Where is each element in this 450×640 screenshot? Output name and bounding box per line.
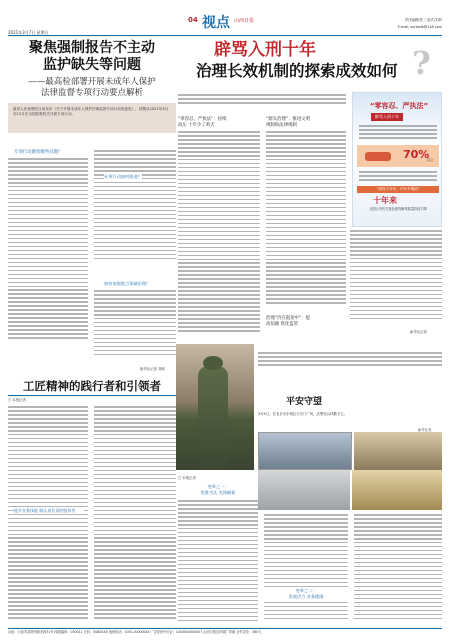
infographic-decade: 十年来 (373, 196, 397, 205)
mid-bottom-sub2: 变革之二： 发展活力 业务精细 (264, 588, 348, 600)
header-rule (8, 35, 442, 36)
photo-station-4 (352, 470, 442, 510)
bottom-left-section: 提升业务技能 做认真负责的服务者 (14, 508, 84, 514)
intro-box (8, 103, 176, 133)
intro-text: 最高人民检察院日前发布《关于开展未成年人保护法律监督专项行动的意见》，部署从2021年3月至12月在全国检察机关开展专项行动。 (13, 107, 169, 116)
bottom-left-rule (8, 395, 176, 396)
photo-soldier (176, 344, 254, 470)
section-number: 04 (188, 16, 198, 24)
photo-caption-title: 平安守望 (286, 397, 323, 407)
right-title-top: 辟骂入刑十年 (214, 40, 316, 60)
right-col1-body (178, 131, 260, 341)
right-source: 新华社记者 (410, 330, 427, 334)
infographic-decade-text: 全国公安机关查处酒驾醉驾数量持续下降 (369, 207, 427, 211)
photo-station-3 (258, 470, 350, 510)
infographic-stat-box (357, 145, 439, 167)
infographic-sub: 醉驾入刑十年 (371, 113, 403, 121)
photo-caption: 3月4日，在北京市东城区天安门广场，武警官兵执勤守卫。 (258, 412, 348, 416)
left-col2-body-b (94, 290, 176, 360)
right-kicker-2: “源头治理”：推进文明 规制和法律规制 (266, 117, 311, 128)
photo-credit: 新华社发 (418, 428, 432, 432)
left-col1-body (8, 158, 88, 343)
bottom-left-author: □ 本报记者 (8, 398, 26, 402)
mid-bottom-author: □ 本报记者 (178, 476, 196, 480)
editor-info: 责任编辑/张三 版式/刘四 (404, 18, 442, 22)
question-mark-icon: ? (412, 44, 431, 82)
soldier-cap (203, 356, 223, 370)
section-name: 视点 (202, 15, 230, 31)
bottom-left-title: 工匠精神的践行者和引领者 (23, 379, 161, 393)
infographic-stat-label: 以上 (427, 158, 434, 162)
right-title-main: 治理长效机制的探索成效如何 (196, 62, 398, 80)
infographic-bottom-banner: “酒驾不开车，开车不喝酒” (357, 186, 439, 193)
infographic-stat-value: 70% (403, 148, 430, 161)
right-bottom-col (354, 514, 442, 626)
footer-text: 社址：太原市双塔西街北段31号 邮政编码：030012 总机：5080XXX 值班电话：0351-XXXXXXX 广告经营许可证：1400004000007 山西日报社印刷厂印刷 全年定价：360元 (8, 630, 262, 634)
article-title: 聚焦强制报告不主动 监护缺失等问题 (29, 40, 155, 73)
photo-caption-lines (258, 352, 442, 382)
right-lead (178, 94, 346, 106)
left-byline: 新华社记者 刘硕 (140, 367, 165, 371)
infographic-body-2 (359, 171, 437, 185)
photo-station-1 (258, 432, 352, 470)
mid-bottom-col1 (178, 500, 258, 625)
infographic-body (359, 125, 437, 143)
paper-logo: 山西日报 (234, 18, 255, 24)
article-subtitle: ——最高检部署开展未成年人保护 法律监督专项行动要点解析 (28, 77, 156, 98)
section-heading-3: 如何加强重点领域治理？ (104, 281, 151, 286)
header-bar (0, 0, 450, 35)
issue-date: 2021年3月7日 星期日 (8, 30, 49, 35)
infographic-headline: “零容忍、严执法” (369, 102, 429, 110)
photo-station-2 (354, 432, 442, 470)
soldier-figure (198, 366, 228, 470)
mid-bottom-sub1: 变革之一： 优胜劣汰 先锋模板 (200, 484, 236, 495)
right-kicker-3: 治理“仍在阻途中”：提 高知晓 优化监管 (266, 316, 311, 327)
footer-rule (8, 628, 442, 629)
right-kicker-1: “零容忍、严执法”：持续 高压 十年少了鸡犬 (178, 117, 227, 128)
email-info: E-mail: sxrbsdb@126.com (397, 25, 442, 29)
infographic-panel (352, 92, 442, 227)
right-col-continued (350, 230, 442, 325)
section-tag (188, 12, 268, 32)
right-article-head (196, 40, 442, 90)
bottom-left-col1 (8, 406, 88, 626)
section-heading-1: 专项行动聚焦哪些问题？ (14, 150, 63, 155)
mid-bottom-col2 (264, 514, 348, 626)
bottom-left-col2 (94, 406, 176, 626)
car-icon (365, 152, 391, 161)
right-col2-body (266, 131, 346, 311)
left-col2-body-a (94, 150, 176, 265)
section-heading-2: 专项行动如何推进？ (104, 174, 142, 179)
